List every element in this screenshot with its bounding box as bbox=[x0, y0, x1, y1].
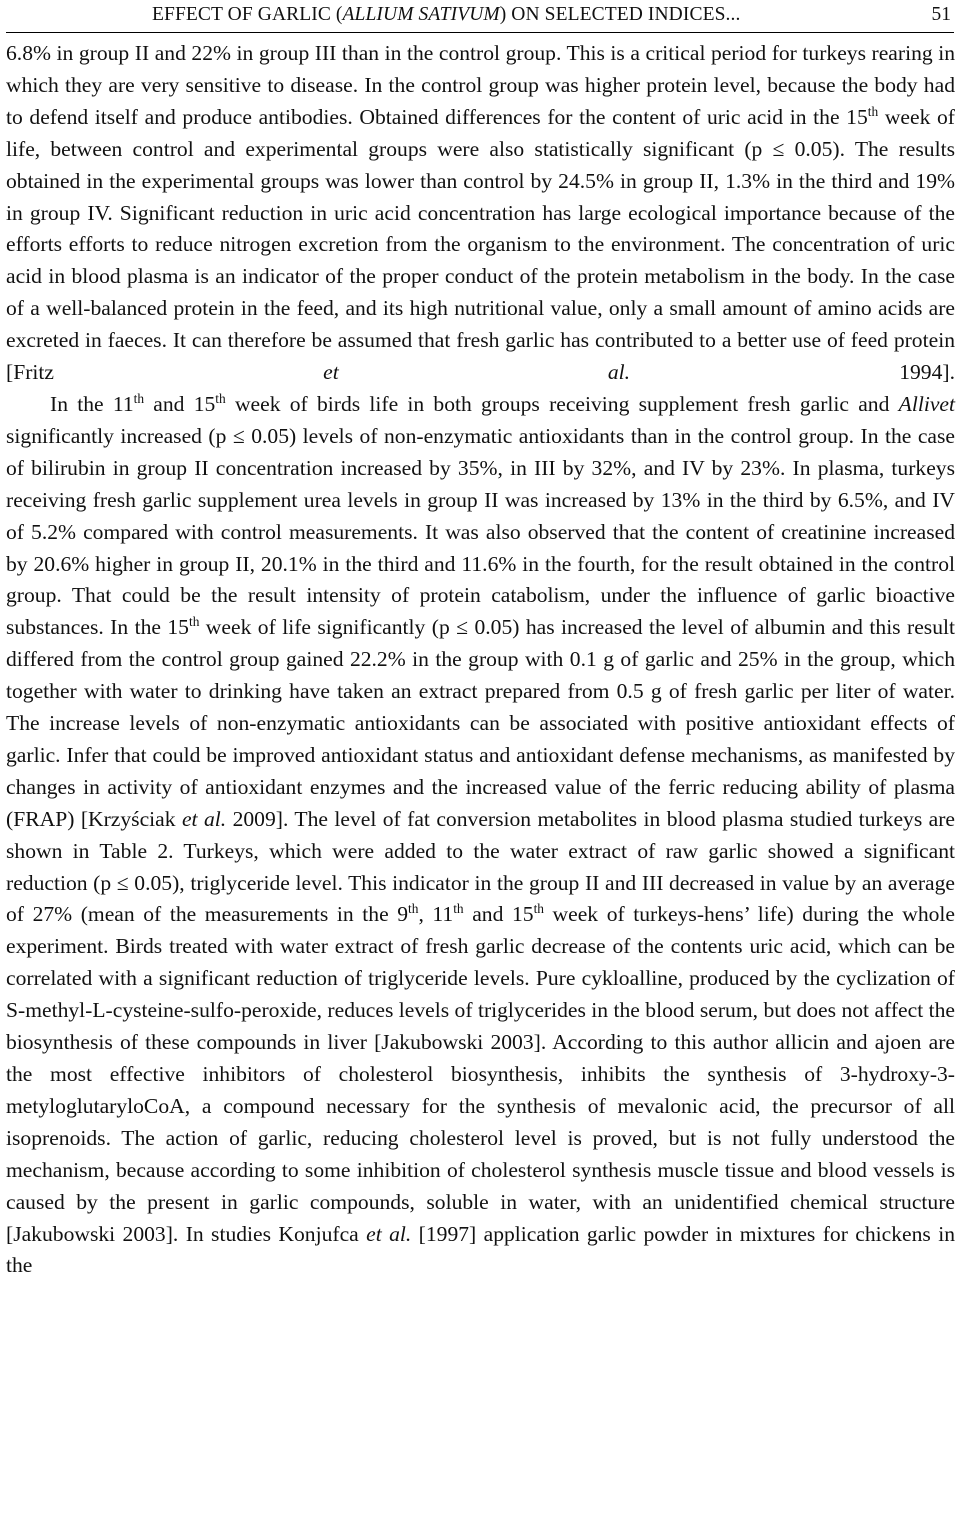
superscript: th bbox=[133, 390, 145, 406]
running-head-part: EFFECT OF GARLIC ( bbox=[152, 4, 343, 25]
superscript: th bbox=[188, 614, 200, 630]
italic-et-al: et al. bbox=[323, 360, 631, 385]
text-run: 6.8% in group II and 22% in group III than in the control group. This is a critical period for turkeys rearing in which they are very sensitive to disease. In the control group was higher protein level, because the body had to defend itself and produce antibodies. Obtained differences for the content of uric acid in the 15 bbox=[6, 41, 955, 129]
running-head bbox=[152, 4, 740, 26]
text-run: and 15 bbox=[144, 391, 216, 416]
text-run: week of turkeys-hens’ life) during the whole experiment. Birds treated with water extract of fresh garlic decrease of the contents uric acid, which can be correlated with a significant reduction of triglyceride levels. Pure cykloalline, produced by the cyclization of S-methyl-L-cysteine-sulfo-peroxide, reduces levels of triglycerides in the blood serum, but does not affect the biosynthesis of these compounds in liver [Jakubowski 2003]. According to this author allicin and ajoen are the most effective inhibitors of cholesterol biosynthesis, inhibits the synthesis of 3-hydroxy-3-metyloglutaryloCoA, a compound necessary for the synthesis of mevalonic acid, the precursor of all isoprenoids. The action of garlic, reducing cholesterol level is proved, but is not fully understood the mechanism, because according to some inhibition of cholesterol synthesis muscle tissue and blood vessels is caused by the present in garlic compounds, soluble in water, with an unidentified chemical structure [Jakubowski 2003]. In studies Konjufca bbox=[6, 902, 955, 1246]
page-header bbox=[0, 0, 960, 32]
text-run: significantly increased (p ≤ 0.05) levels of non-enzymatic antioxidants than in the control group. In the case of bilirubin in group II concentration increased by 35%, in III by 32%, and IV by 23%. In plasma, turkeys receiving fresh garlic supplement urea levels in group II was increased by 13% in the third by 6.5%, and IV of 5.2% compared with control measurements. It was also observed that the content of creatinine increased by 20.6% higher in group II, 20.1% in the third and 11.6% in the fourth, for the result obtained in the control group. That could be the result intensity of protein catabolism, under the influence of garlic bioactive substances. In the 15 bbox=[6, 423, 955, 640]
text-run: [1997] application garlic powder in mixtures for chickens in the bbox=[6, 1221, 955, 1278]
text-run: week of life, between control and experimental groups were also statistically significant (p ≤ 0.05). The results obtained in the experimental groups was lower than control by 24.5% in group II, 1.3% in the third and 19% in group IV. Significant reduction in uric acid concentration has large ecological importance because of the efforts efforts to reduce nitrogen excretion from the organism to the environment. The concentration of uric acid in blood plasma is an indicator of the proper conduct of the protein metabolism in the body. In the case of a well-balanced protein in the feed, and its high nutritional value, only a small amount of amino acids are excreted in faeces. It can therefore be assumed that fresh garlic has contributed to a better use of feed protein [Fritz bbox=[6, 104, 955, 385]
superscript: th bbox=[215, 390, 226, 406]
superscript: th bbox=[408, 901, 419, 917]
text-run: week of life significantly (p ≤ 0.05) has increased the level of albumin and this result differed from the control group gained 22.2% in the group with 0.1 g of garlic and 25% in the group, which together with water to drinking have taken an extract prepared from 0.5 g of fresh garlic per liter of water. The increase levels of non-enzymatic antioxidants can be associated with positive antioxidant effects of garlic. Infer that could be improved antioxidant status and antioxidant defense mechanisms, as manifested by changes in activity of antioxidant enzymes and the increased value of the ferric reducing ability of plasma (FRAP) [Krzyściak bbox=[6, 615, 955, 831]
text-run: week of birds life in both groups receiving supplement fresh garlic and bbox=[225, 391, 899, 416]
italic-et-al: et al. bbox=[181, 806, 227, 831]
italic-et-al: et al. bbox=[366, 1221, 412, 1246]
body-text bbox=[6, 38, 955, 1282]
superscript: th bbox=[533, 901, 544, 917]
text-run: 1994]. bbox=[630, 360, 955, 385]
superscript: th bbox=[867, 103, 879, 119]
italic-product-name: Allivet bbox=[898, 391, 955, 416]
running-head-species: ALLIUM SATIVUM bbox=[342, 4, 500, 25]
paragraph-1 bbox=[6, 38, 955, 389]
text-run: In the 11 bbox=[50, 391, 134, 416]
page-number: 51 bbox=[931, 4, 951, 25]
text-run: , 11 bbox=[418, 902, 454, 927]
paragraph-2 bbox=[6, 389, 955, 1282]
superscript: th bbox=[453, 901, 464, 917]
running-head-part: ) ON SELECTED INDICES... bbox=[499, 4, 741, 25]
header-rule bbox=[6, 32, 954, 33]
text-run: 2009]. The level of fat conversion metabolites in blood plasma studied turkeys are shown in Table 2. Turkeys, which were added to the water extract of raw garlic showed a significant reduction (p ≤ 0.05), triglyceride level. This indicator in the group II and III decreased in value by an average of 27% (mean of the measurements in the 9 bbox=[6, 806, 956, 927]
text-run: and 15 bbox=[463, 902, 534, 927]
